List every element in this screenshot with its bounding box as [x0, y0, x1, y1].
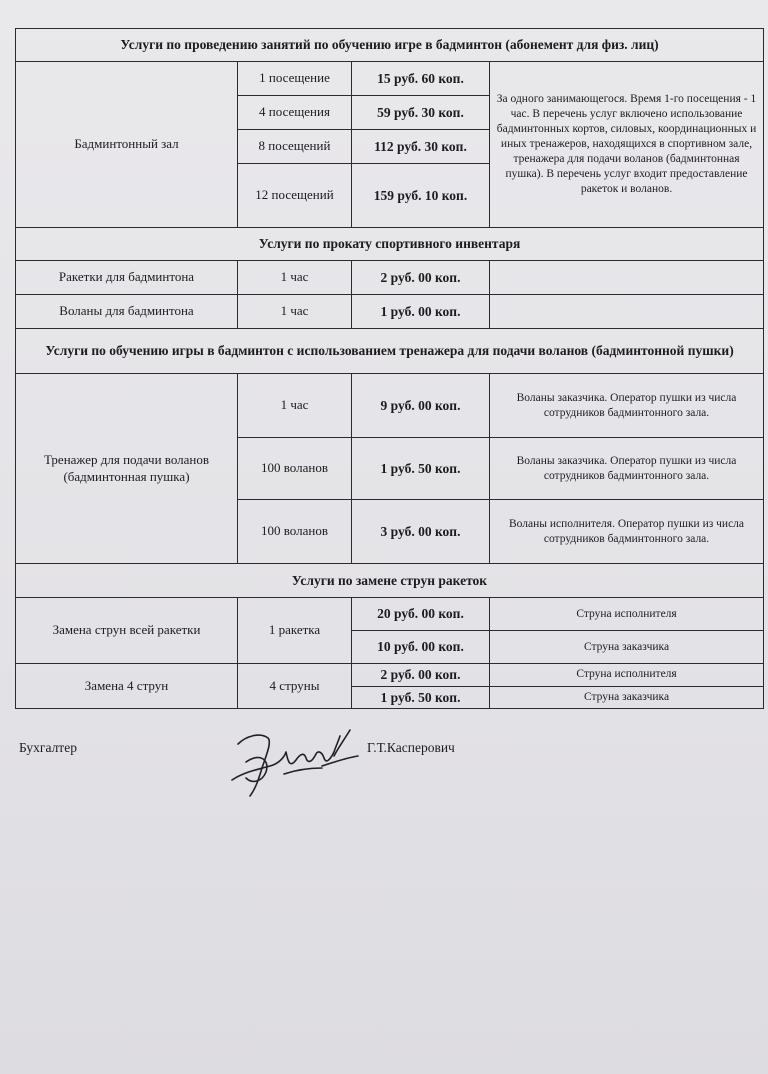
quantity-cell: 100 воланов [238, 500, 352, 564]
price-cell: 1 руб. 50 коп. [352, 686, 490, 709]
section-title-training: Услуги по проведению занятий по обучению игре в бадминтон (абонемент для физ. лиц) [16, 29, 764, 62]
quantity-cell: 1 час [238, 374, 352, 438]
quantity-cell: 1 посещение [238, 62, 352, 96]
quantity-cell: 1 ракетка [238, 598, 352, 664]
note-cell: Воланы заказчика. Оператор пушки из числа сотрудников бадминтонного зала. [490, 374, 764, 438]
quantity-cell: 1 час [238, 261, 352, 295]
service-name: Бадминтонный зал [16, 62, 238, 228]
table-row [16, 295, 764, 329]
note-cell: За одного занимающегося. Время 1-го посещения - 1 час. В перечень услуг включено использование бадминтонных кортов, силовых, координационных и иных тренажеров, находящихся в спортивном зале, тренажера для подачи воланов (бадминтонная пушка). В перечень услуг входит предоставление ракеток и воланов. [490, 62, 764, 228]
table-row [16, 598, 764, 631]
note-cell: Струна исполнителя [490, 664, 764, 687]
quantity-cell: 4 посещения [238, 96, 352, 130]
service-name: Тренажер для подачи воланов (бадминтонная пушка) [16, 374, 238, 564]
table-row [16, 374, 764, 438]
price-cell: 2 руб. 00 коп. [352, 261, 490, 295]
quantity-cell: 12 посещений [238, 164, 352, 228]
note-cell: Струна исполнителя [490, 598, 764, 631]
service-name: Ракетки для бадминтона [16, 261, 238, 295]
note-cell: Струна заказчика [490, 686, 764, 709]
section-title-strings: Услуги по замене струн ракеток [16, 564, 764, 598]
section-title-machine: Услуги по обучению игры в бадминтон с использованием тренажера для подачи воланов (бадминтонной пушки) [16, 329, 764, 374]
table-row [16, 664, 764, 687]
price-cell: 9 руб. 00 коп. [352, 374, 490, 438]
note-cell [490, 261, 764, 295]
accountant-name: Г.Т.Касперович [367, 740, 455, 755]
price-cell: 10 руб. 00 коп. [352, 631, 490, 664]
section-title-rental: Услуги по прокату спортивного инвентаря [16, 228, 764, 261]
price-cell: 15 руб. 60 коп. [352, 62, 490, 96]
price-cell: 1 руб. 50 коп. [352, 438, 490, 500]
service-name: Воланы для бадминтона [16, 295, 238, 329]
price-cell: 3 руб. 00 коп. [352, 500, 490, 564]
section-header-row [16, 228, 764, 261]
signature-icon [226, 722, 366, 802]
price-cell: 1 руб. 00 коп. [352, 295, 490, 329]
quantity-cell: 4 струны [238, 664, 352, 709]
accountant-label: Бухгалтер [19, 740, 77, 755]
note-cell: Воланы исполнителя. Оператор пушки из числа сотрудников бадминтонного зала. [490, 500, 764, 564]
note-cell: Воланы заказчика. Оператор пушки из числа сотрудников бадминтонного зала. [490, 438, 764, 500]
price-cell: 59 руб. 30 коп. [352, 96, 490, 130]
quantity-cell: 8 посещений [238, 130, 352, 164]
price-cell: 159 руб. 10 коп. [352, 164, 490, 228]
service-name: Замена 4 струн [16, 664, 238, 709]
section-header-row [16, 564, 764, 598]
section-header-row [16, 329, 764, 374]
quantity-cell: 1 час [238, 295, 352, 329]
table-row [16, 62, 764, 96]
price-cell: 112 руб. 30 коп. [352, 130, 490, 164]
service-name: Замена струн всей ракетки [16, 598, 238, 664]
price-cell: 2 руб. 00 коп. [352, 664, 490, 687]
table-row [16, 261, 764, 295]
section-header-row [16, 29, 764, 62]
quantity-cell: 100 воланов [238, 438, 352, 500]
price-list-table [15, 28, 764, 709]
note-cell [490, 295, 764, 329]
price-cell: 20 руб. 00 коп. [352, 598, 490, 631]
note-cell: Струна заказчика [490, 631, 764, 664]
